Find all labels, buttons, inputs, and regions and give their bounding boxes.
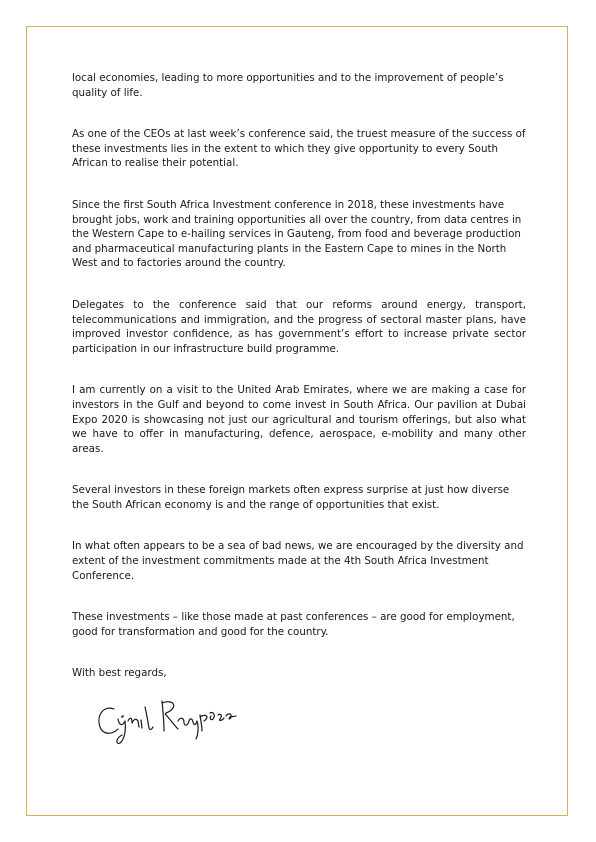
signature-image xyxy=(92,691,242,747)
paragraph-7: In what often appears to be a sea of bad news, we are encouraged by the diversity and extent of the investment commitments made at the 4th South Africa Investment Conference. xyxy=(72,540,524,582)
paragraph-5: I am currently on a visit to the United Arab Emirates, where we are making a case for investors in the Gulf and beyond to come invest in South Africa. Our pavilion at Dubai Expo 2020 is showcasing not just our agricultural and tourism offerings, but also what we have to offer in manufacturing, defence, aerospace, e-mobility and many other areas. xyxy=(72,384,526,455)
closing-line: With best regards, xyxy=(72,667,167,680)
letter-body xyxy=(72,71,526,681)
paragraph-3: Since the first South Africa Investment conference in 2018, these investments have brought jobs, work and training opportunities all over the country, from data centres in the Western Cape to e-hailing services in Gauteng, from food and beverage production and pharmaceutical manufacturing plants in the Eastern Cape to mines in the North West and to factories around the country. xyxy=(72,198,522,270)
paragraph-8: These investments – like those made at past conferences – are good for employment, good for transformation and good for the country. xyxy=(72,611,515,638)
letter-page xyxy=(26,26,568,816)
paragraph-4: Delegates to the conference said that our reforms around energy, transport, telecommunications and immigration, and the progress of sectoral master plans, have improved investor confidence, as has government’s effort to increase private sector participation in our infrastructure build programme. xyxy=(72,298,526,355)
paragraph-6: Several investors in these foreign markets often express surprise at just how diverse the South African economy is and the range of opportunities that exist. xyxy=(72,484,510,511)
paragraph-2: As one of the CEOs at last week’s conference said, the truest measure of the success of these investments lies in the extent to which they give opportunity to every South African to realise their potential. xyxy=(72,128,526,170)
paragraph-1: local economies, leading to more opportunities and to the improvement of people’s quality of life. xyxy=(72,72,504,99)
